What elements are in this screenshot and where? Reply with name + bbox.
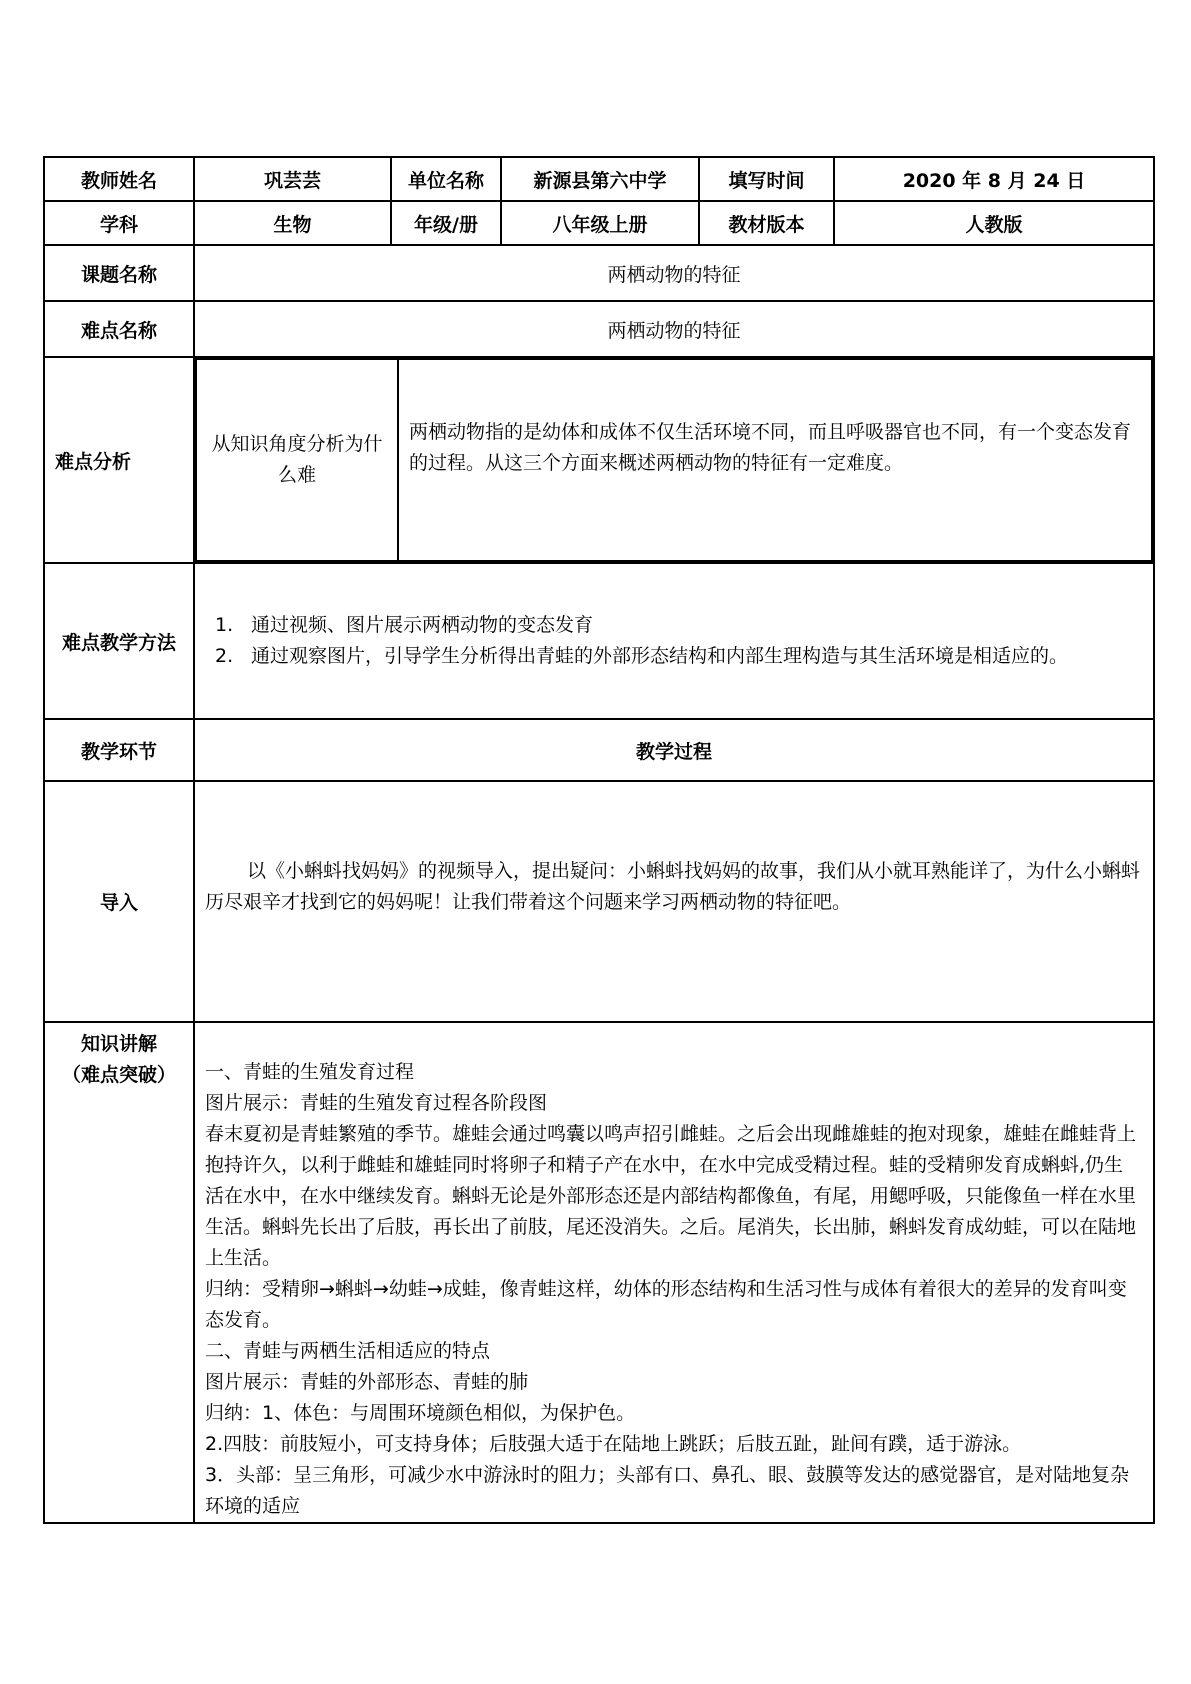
knowledge-label-line1: 知识讲解 [80, 1033, 157, 1055]
difficulty-value: 两栖动物的特征 [194, 301, 1154, 357]
knowledge-paragraph: 图片展示：青蛙的外部形态、青蛙的肺 [205, 1371, 529, 1393]
difficulty-row [44, 301, 1154, 357]
header-row-1 [44, 157, 1154, 201]
methods-item-2 [215, 641, 1137, 672]
methods-item-number: 2. [215, 645, 234, 667]
lesson-plan-sheet [43, 156, 1153, 1524]
knowledge-row [44, 1022, 1154, 1523]
intro-label: 导入 [44, 781, 194, 1022]
process-section-title: 教学过程 [194, 719, 1154, 781]
methods-item-text: 通过观察图片，引导学生分析得出青蛙的外部形态结构和内部生理构造与其生活环境是相适应的。 [251, 645, 1069, 667]
unit-name: 新源县第六中学 [501, 157, 699, 201]
analysis-sublabel: 从知识角度分析为什么难 [196, 359, 398, 561]
intro-text: 以《小蝌蚪找妈妈》的视频导入，提出疑问：小蝌蚪找妈妈的故事，我们从小就耳熟能详了，为什么小蝌蚪历尽艰辛才找到它的妈妈呢！让我们带着这个问题来学习两栖动物的特征吧。 [205, 859, 1141, 913]
methods-item-text: 通过视频、图片展示两栖动物的变态发育 [251, 614, 594, 636]
grade-value: 八年级上册 [501, 201, 699, 245]
edition-value: 人教版 [834, 201, 1154, 245]
date-value: 2020 年 8 月 24 日 [834, 157, 1154, 201]
knowledge-paragraph: 一、青蛙的生殖发育过程 [205, 1061, 415, 1083]
topic-value: 两栖动物的特征 [194, 245, 1154, 301]
date-label: 填写时间 [699, 157, 834, 201]
analysis-text: 两栖动物指的是幼体和成体不仅生活环境不同，而且呼吸器官也不同，有一个变态发育的过程。从这三个方面来概述两栖动物的特征有一定难度。 [398, 359, 1152, 561]
topic-row [44, 245, 1154, 301]
process-header-row [44, 719, 1154, 781]
analysis-row [44, 357, 1154, 563]
topic-label: 课题名称 [44, 245, 194, 301]
methods-item-number: 1. [215, 614, 234, 636]
teacher-name: 巩芸芸 [194, 157, 391, 201]
knowledge-paragraph: 图片展示：青蛙的生殖发育过程各阶段图 [205, 1092, 548, 1114]
methods-row [44, 563, 1154, 719]
analysis-label: 难点分析 [44, 357, 194, 563]
difficulty-label: 难点名称 [44, 301, 194, 357]
knowledge-paragraph: 2.四肢：前肢短小，可支持身体；后肢强大适于在陆地上跳跃；后肢五趾，趾间有蹼，适于游泳。 [205, 1433, 1022, 1455]
knowledge-label [44, 1022, 194, 1523]
lesson-plan-table [43, 156, 1155, 1524]
knowledge-paragraph: 春末夏初是青蛙繁殖的季节。雄蛙会通过鸣囊以鸣声招引雌蛙。之后会出现雌雄蛙的抱对现象，雄蛙在雌蛙背上抱持许久，以利于雌蛙和雄蛙同时将卵子和精子产在水中，在水中完成受精过程。蛙的受精卵发育成蝌蚪,仍生活在水中，在水中继续发育。蝌蚪无论是外部形态还是内部结构都像鱼，有尾，用鳃呼吸，只能像鱼一样在水里生活。蝌蚪先长出了后肢，再长出了前肢，尾还没消失。之后。尾消失，长出肺，蝌蚪发育成幼蛙，可以在陆地上生活。 [205, 1123, 1137, 1269]
methods-label: 难点教学方法 [44, 563, 194, 719]
unit-label: 单位名称 [391, 157, 501, 201]
subject-label: 学科 [44, 201, 194, 245]
knowledge-paragraph: 归纳：1、体色：与周围环境颜色相似，为保护色。 [205, 1402, 636, 1424]
teacher-label: 教师姓名 [44, 157, 194, 201]
methods-list [195, 610, 1153, 672]
process-section-label: 教学环节 [44, 719, 194, 781]
grade-label: 年级/册 [391, 201, 501, 245]
intro-row [44, 781, 1154, 1022]
knowledge-label-line2: （难点突破） [61, 1064, 176, 1086]
edition-label: 教材版本 [699, 201, 834, 245]
header-row-2 [44, 201, 1154, 245]
knowledge-paragraph: 二、青蛙与两栖生活相适应的特点 [205, 1340, 491, 1362]
knowledge-paragraph: 3．头部：呈三角形，可减少水中游泳时的阻力；头部有口、鼻孔、眼、鼓膜等发达的感觉器官，是对陆地复杂环境的适应 [205, 1464, 1130, 1517]
knowledge-paragraph: 归纳：受精卵→蝌蚪→幼蛙→成蛙，像青蛙这样，幼体的形态结构和生活习性与成体有着很大的差异的发育叫变态发育。 [205, 1278, 1127, 1331]
subject-value: 生物 [194, 201, 391, 245]
methods-item-1 [215, 610, 1137, 641]
